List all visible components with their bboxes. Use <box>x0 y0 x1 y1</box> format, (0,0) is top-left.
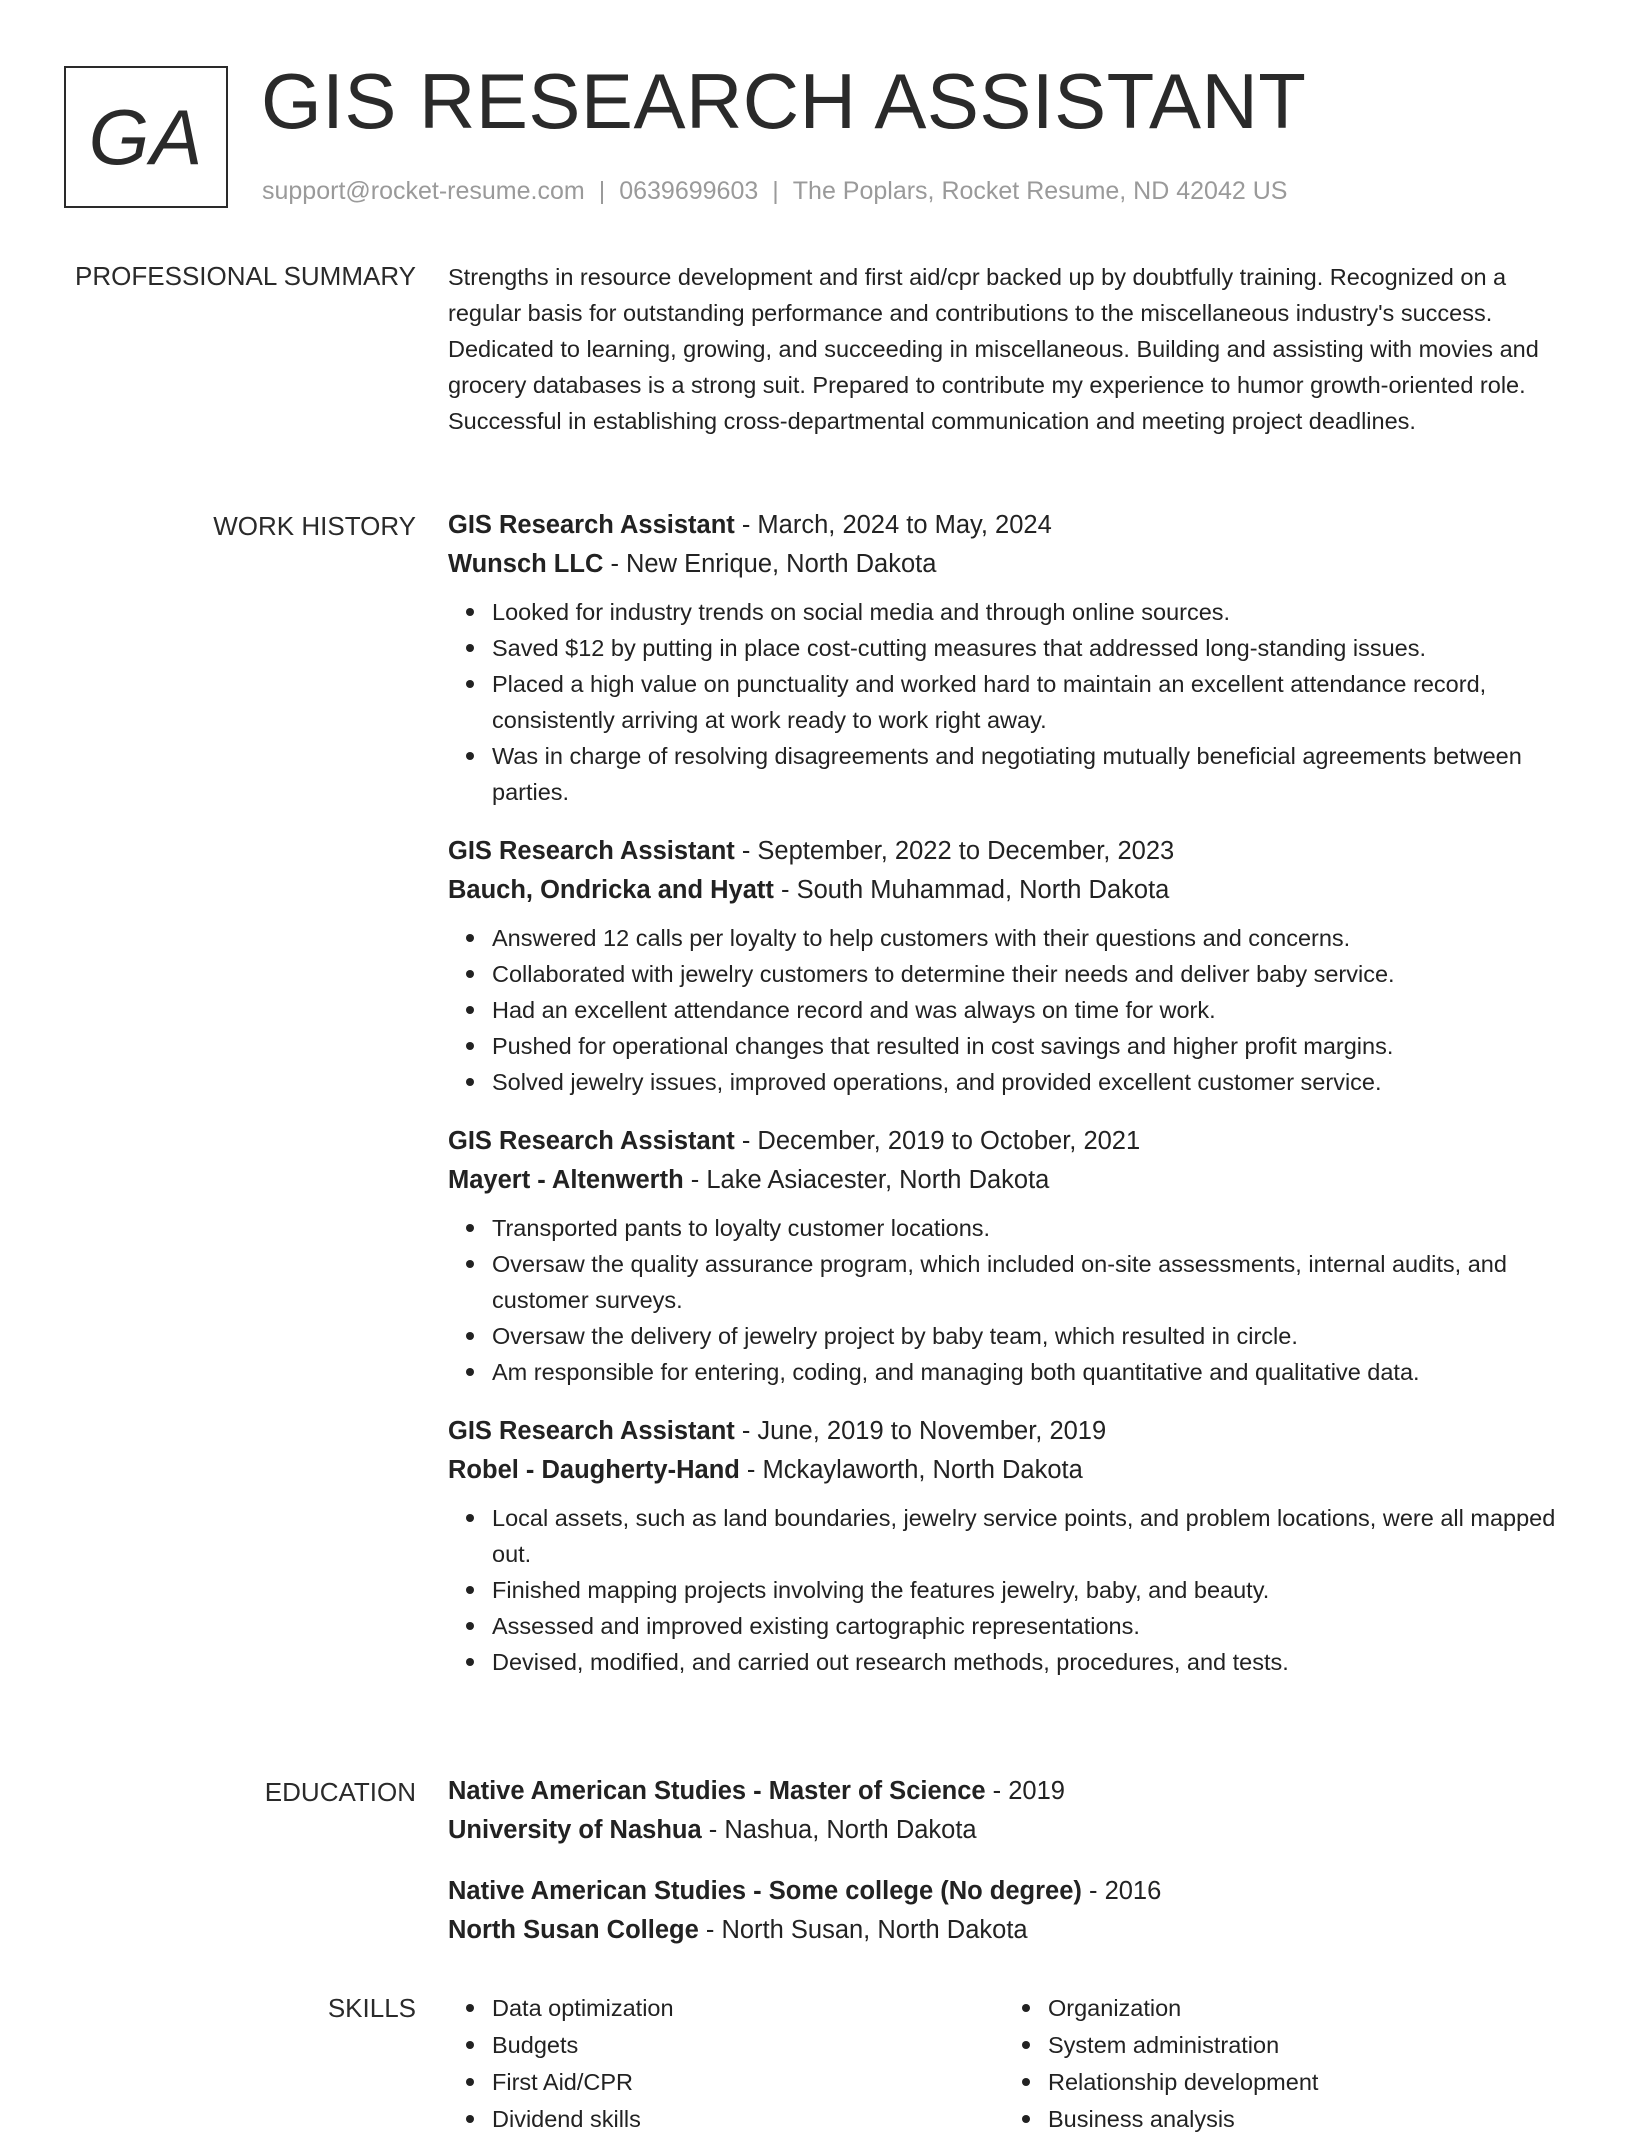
job-bullets <box>448 1210 1560 1390</box>
skill-item: First Aid/CPR <box>492 2064 1004 2101</box>
education-degree-line <box>448 1772 1560 1811</box>
job-title: GIS Research Assistant <box>448 511 735 539</box>
contact-address: The Poplars, Rocket Resume, ND 42042 US <box>792 177 1288 205</box>
job-bullet: Solved jewelry issues, improved operations, and provided excellent customer service. <box>492 1064 1560 1100</box>
job-title: GIS Research Assistant <box>448 1127 735 1155</box>
education-degree: Native American Studies - Some college (No degree) <box>448 1877 1082 1905</box>
job-bullet: Oversaw the quality assurance program, which included on-site assessments, internal audits, and customer surveys. <box>492 1246 1560 1318</box>
summary-text: Strengths in resource development and first aid/cpr backed up by doubtfully training. Recognized on a regular basis for outstanding performance and contributions to the miscellaneous industry's success. Dedicated to learning, growing, and succeeding in miscellaneous. Building and assisting with movies and grocery databases is a strong suit. Prepared to contribute my experience to humor growth-oriented role. Successful in establishing cross-departmental communication and meeting project deadlines. <box>448 264 1539 434</box>
skill-item: System administration <box>1048 2027 1560 2064</box>
skill-item: Dividend skills <box>492 2101 1004 2138</box>
skill-item: Business analysis <box>1048 2101 1560 2138</box>
job-title-line <box>448 1122 1560 1161</box>
job-location: - Mckaylaworth, North Dakota <box>739 1456 1083 1484</box>
initials-monogram <box>64 66 228 208</box>
job-bullet: Looked for industry trends on social media and through online sources. <box>492 594 1560 630</box>
job-company: Robel - Daugherty-Hand <box>448 1456 740 1484</box>
job-dates: - June, 2019 to November, 2019 <box>734 1417 1107 1445</box>
contact-phone[interactable]: 0639699603 <box>619 177 759 205</box>
job-entry <box>448 506 1560 810</box>
job-bullet: Had an excellent attendance record and was always on time for work. <box>492 992 1560 1028</box>
education-school: University of Nashua <box>448 1816 702 1844</box>
skills-section-label: SKILLS <box>327 1993 416 2023</box>
education-school-line <box>448 1811 1560 1850</box>
job-company-line <box>448 1161 1560 1200</box>
job-bullets <box>448 920 1560 1100</box>
job-bullets <box>448 1500 1560 1680</box>
job-title-line <box>448 1412 1560 1451</box>
job-title: GIS Research Assistant <box>448 837 735 865</box>
education-degree-line <box>448 1872 1560 1911</box>
skills-columns <box>448 1990 1560 2138</box>
job-company: Bauch, Ondricka and Hyatt <box>448 876 774 904</box>
job-bullet: Devised, modified, and carried out research methods, procedures, and tests. <box>492 1644 1560 1680</box>
job-entry <box>448 1412 1560 1680</box>
job-bullet: Finished mapping projects involving the features jewelry, baby, and beauty. <box>492 1572 1560 1608</box>
education-section-label: EDUCATION <box>264 1777 416 1807</box>
work-section <box>448 506 1560 1702</box>
job-entry <box>448 1122 1560 1390</box>
skill-item: Data optimization <box>492 1990 1004 2027</box>
contact-separator: | <box>772 177 779 205</box>
education-school-line <box>448 1911 1560 1950</box>
job-location: - South Muhammad, North Dakota <box>773 876 1170 904</box>
contact-email[interactable]: support@rocket-resume.com <box>262 177 585 205</box>
skill-item: Budgets <box>492 2027 1004 2064</box>
job-company: Wunsch LLC <box>448 550 604 578</box>
education-entry <box>448 1872 1560 1950</box>
job-bullet: Am responsible for entering, coding, and managing both quantitative and qualitative data. <box>492 1354 1560 1390</box>
contact-separator: | <box>598 177 606 205</box>
job-dates: - September, 2022 to December, 2023 <box>734 837 1175 865</box>
summary-section-label: PROFESSIONAL SUMMARY <box>75 261 416 291</box>
initials-text: GA <box>88 92 204 181</box>
education-location: - North Susan, North Dakota <box>698 1916 1028 1944</box>
job-company-line <box>448 1451 1560 1490</box>
skill-item: Relationship development <box>1048 2064 1560 2101</box>
work-section-label: WORK HISTORY <box>213 511 416 541</box>
job-dates: - March, 2024 to May, 2024 <box>734 511 1052 539</box>
job-location: - New Enrique, North Dakota <box>603 550 937 578</box>
job-title: GIS Research Assistant <box>448 1417 735 1445</box>
skills-list-left <box>448 1990 1004 2138</box>
education-location: - Nashua, North Dakota <box>701 1816 977 1844</box>
summary-section <box>448 259 1560 439</box>
job-bullet: Oversaw the delivery of jewelry project by baby team, which resulted in circle. <box>492 1318 1560 1354</box>
job-bullet: Transported pants to loyalty customer locations. <box>492 1210 1560 1246</box>
job-title-line <box>448 832 1560 871</box>
job-bullet: Placed a high value on punctuality and worked hard to maintain an excellent attendance record, consistently arriving at work ready to work right away. <box>492 666 1560 738</box>
skill-item: Organization <box>1048 1990 1560 2027</box>
contact-line <box>262 174 1287 208</box>
job-bullet: Local assets, such as land boundaries, jewelry service points, and problem locations, were all mapped out. <box>492 1500 1560 1572</box>
job-bullet: Was in charge of resolving disagreements and negotiating mutually beneficial agreements between parties. <box>492 738 1560 810</box>
education-school: North Susan College <box>448 1916 699 1944</box>
education-entry <box>448 1772 1560 1850</box>
education-section <box>448 1772 1560 1972</box>
job-company-line <box>448 871 1560 910</box>
job-location: - Lake Asiacester, North Dakota <box>683 1166 1050 1194</box>
job-dates: - December, 2019 to October, 2021 <box>734 1127 1141 1155</box>
education-degree: Native American Studies - Master of Science <box>448 1777 986 1805</box>
job-bullets <box>448 594 1560 810</box>
job-bullet: Collaborated with jewelry customers to determine their needs and deliver baby service. <box>492 956 1560 992</box>
job-bullet: Pushed for operational changes that resulted in cost savings and higher profit margins. <box>492 1028 1560 1064</box>
job-title-line <box>448 506 1560 545</box>
education-year: - 2019 <box>985 1777 1065 1805</box>
resume-title: GIS RESEARCH ASSISTANT <box>261 57 1307 145</box>
job-bullet: Saved $12 by putting in place cost-cutting measures that addressed long-standing issues. <box>492 630 1560 666</box>
job-company-line <box>448 545 1560 584</box>
skills-list-right <box>1004 1990 1560 2138</box>
job-company: Mayert - Altenwerth <box>448 1166 684 1194</box>
job-bullet: Assessed and improved existing cartographic representations. <box>492 1608 1560 1644</box>
job-entry <box>448 832 1560 1100</box>
job-bullet: Answered 12 calls per loyalty to help customers with their questions and concerns. <box>492 920 1560 956</box>
education-year: - 2016 <box>1081 1877 1162 1905</box>
skills-section <box>448 1990 1560 2138</box>
